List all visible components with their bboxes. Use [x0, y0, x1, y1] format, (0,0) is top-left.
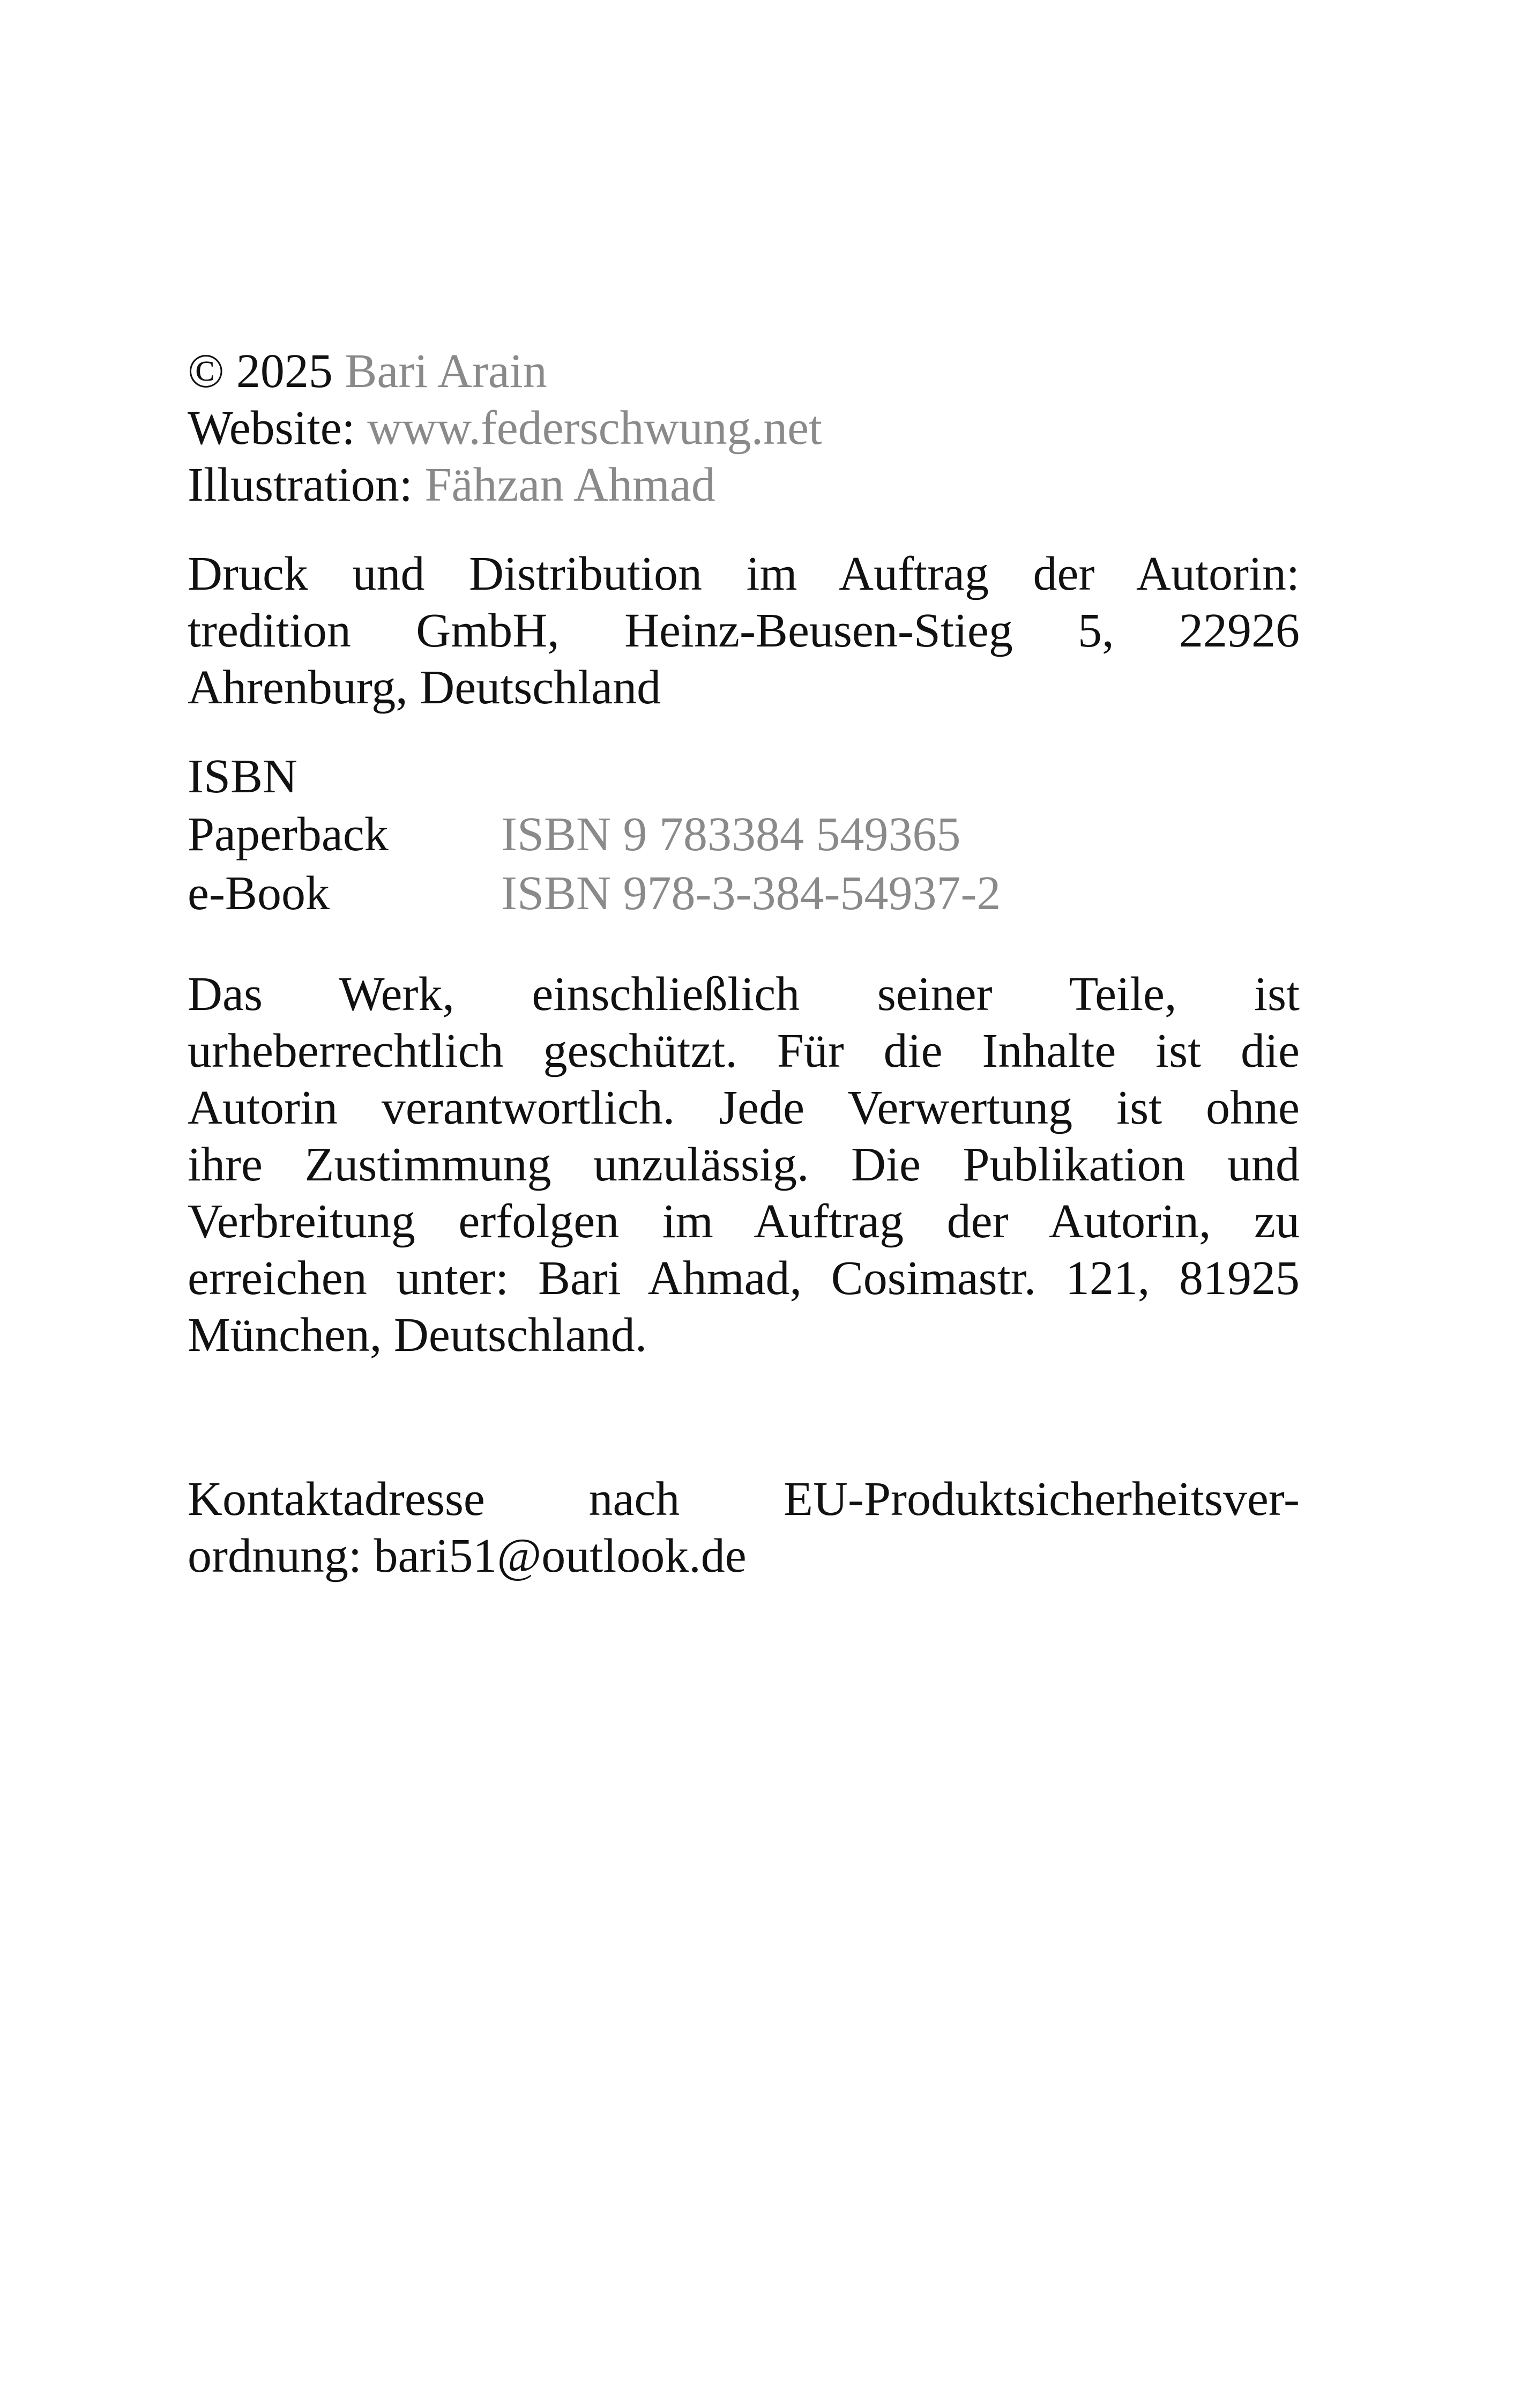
- isbn-row-paperback: [188, 805, 1300, 864]
- website-line: [188, 400, 1300, 457]
- legal-notice: [188, 966, 1300, 1364]
- imprint-page: [188, 343, 1300, 1585]
- website-label: Website:: [188, 402, 355, 455]
- legal-line: München, Deutschland.: [188, 1309, 647, 1362]
- credits-block: [188, 343, 1300, 514]
- publisher-line: Druck und Distribution im Auftrag der Autorin:: [188, 547, 1300, 600]
- contact-block: [188, 1471, 1300, 1585]
- copyright-line: [188, 343, 1300, 400]
- legal-line: erreichen unter: Bari Ahmad, Cosimastr. 121, 81925: [188, 1252, 1300, 1305]
- illustration-label: Illustration:: [188, 458, 413, 511]
- publisher-line: Ahrenburg, Deutschland: [188, 661, 661, 714]
- contact-line: ordnung: bari51@outlook.de: [188, 1529, 747, 1582]
- publisher-line: tredition GmbH, Heinz-Beusen-Stieg 5, 22926: [188, 604, 1300, 657]
- isbn-format-label: e-Book: [188, 867, 330, 920]
- legal-line: Verbreitung erfolgen im Auftrag der Autorin, zu: [188, 1195, 1300, 1248]
- legal-line: Autorin verantwortlich. Jede Verwertung ist ohne: [188, 1081, 1300, 1134]
- illustration-line: [188, 457, 1300, 514]
- website-url[interactable]: www.federschwung.net: [367, 402, 823, 455]
- isbn-value: ISBN 978-3-384-54937-2: [501, 867, 1001, 920]
- legal-line: ihre Zustimmung unzulässig. Die Publikation und: [188, 1138, 1300, 1191]
- isbn-row-ebook: [188, 864, 1300, 923]
- author-name: Bari Arain: [345, 345, 547, 398]
- isbn-value: ISBN 9 783384 549365: [501, 808, 961, 861]
- illustrator-name: Fähzan Ahmad: [424, 458, 715, 511]
- legal-line: Das Werk, einschließlich seiner Teile, ist: [188, 968, 1300, 1021]
- legal-line: urheberrechtlich geschützt. Für die Inhalte ist die: [188, 1024, 1300, 1077]
- contact-line: Kontaktadresse nach EU-Produktsicherheitsver-: [188, 1473, 1300, 1526]
- isbn-format-label: Paperback: [188, 808, 389, 861]
- publisher-block: [188, 546, 1300, 716]
- copyright-prefix: © 2025: [188, 345, 333, 398]
- isbn-heading: ISBN: [188, 750, 298, 803]
- isbn-block: [188, 748, 1300, 923]
